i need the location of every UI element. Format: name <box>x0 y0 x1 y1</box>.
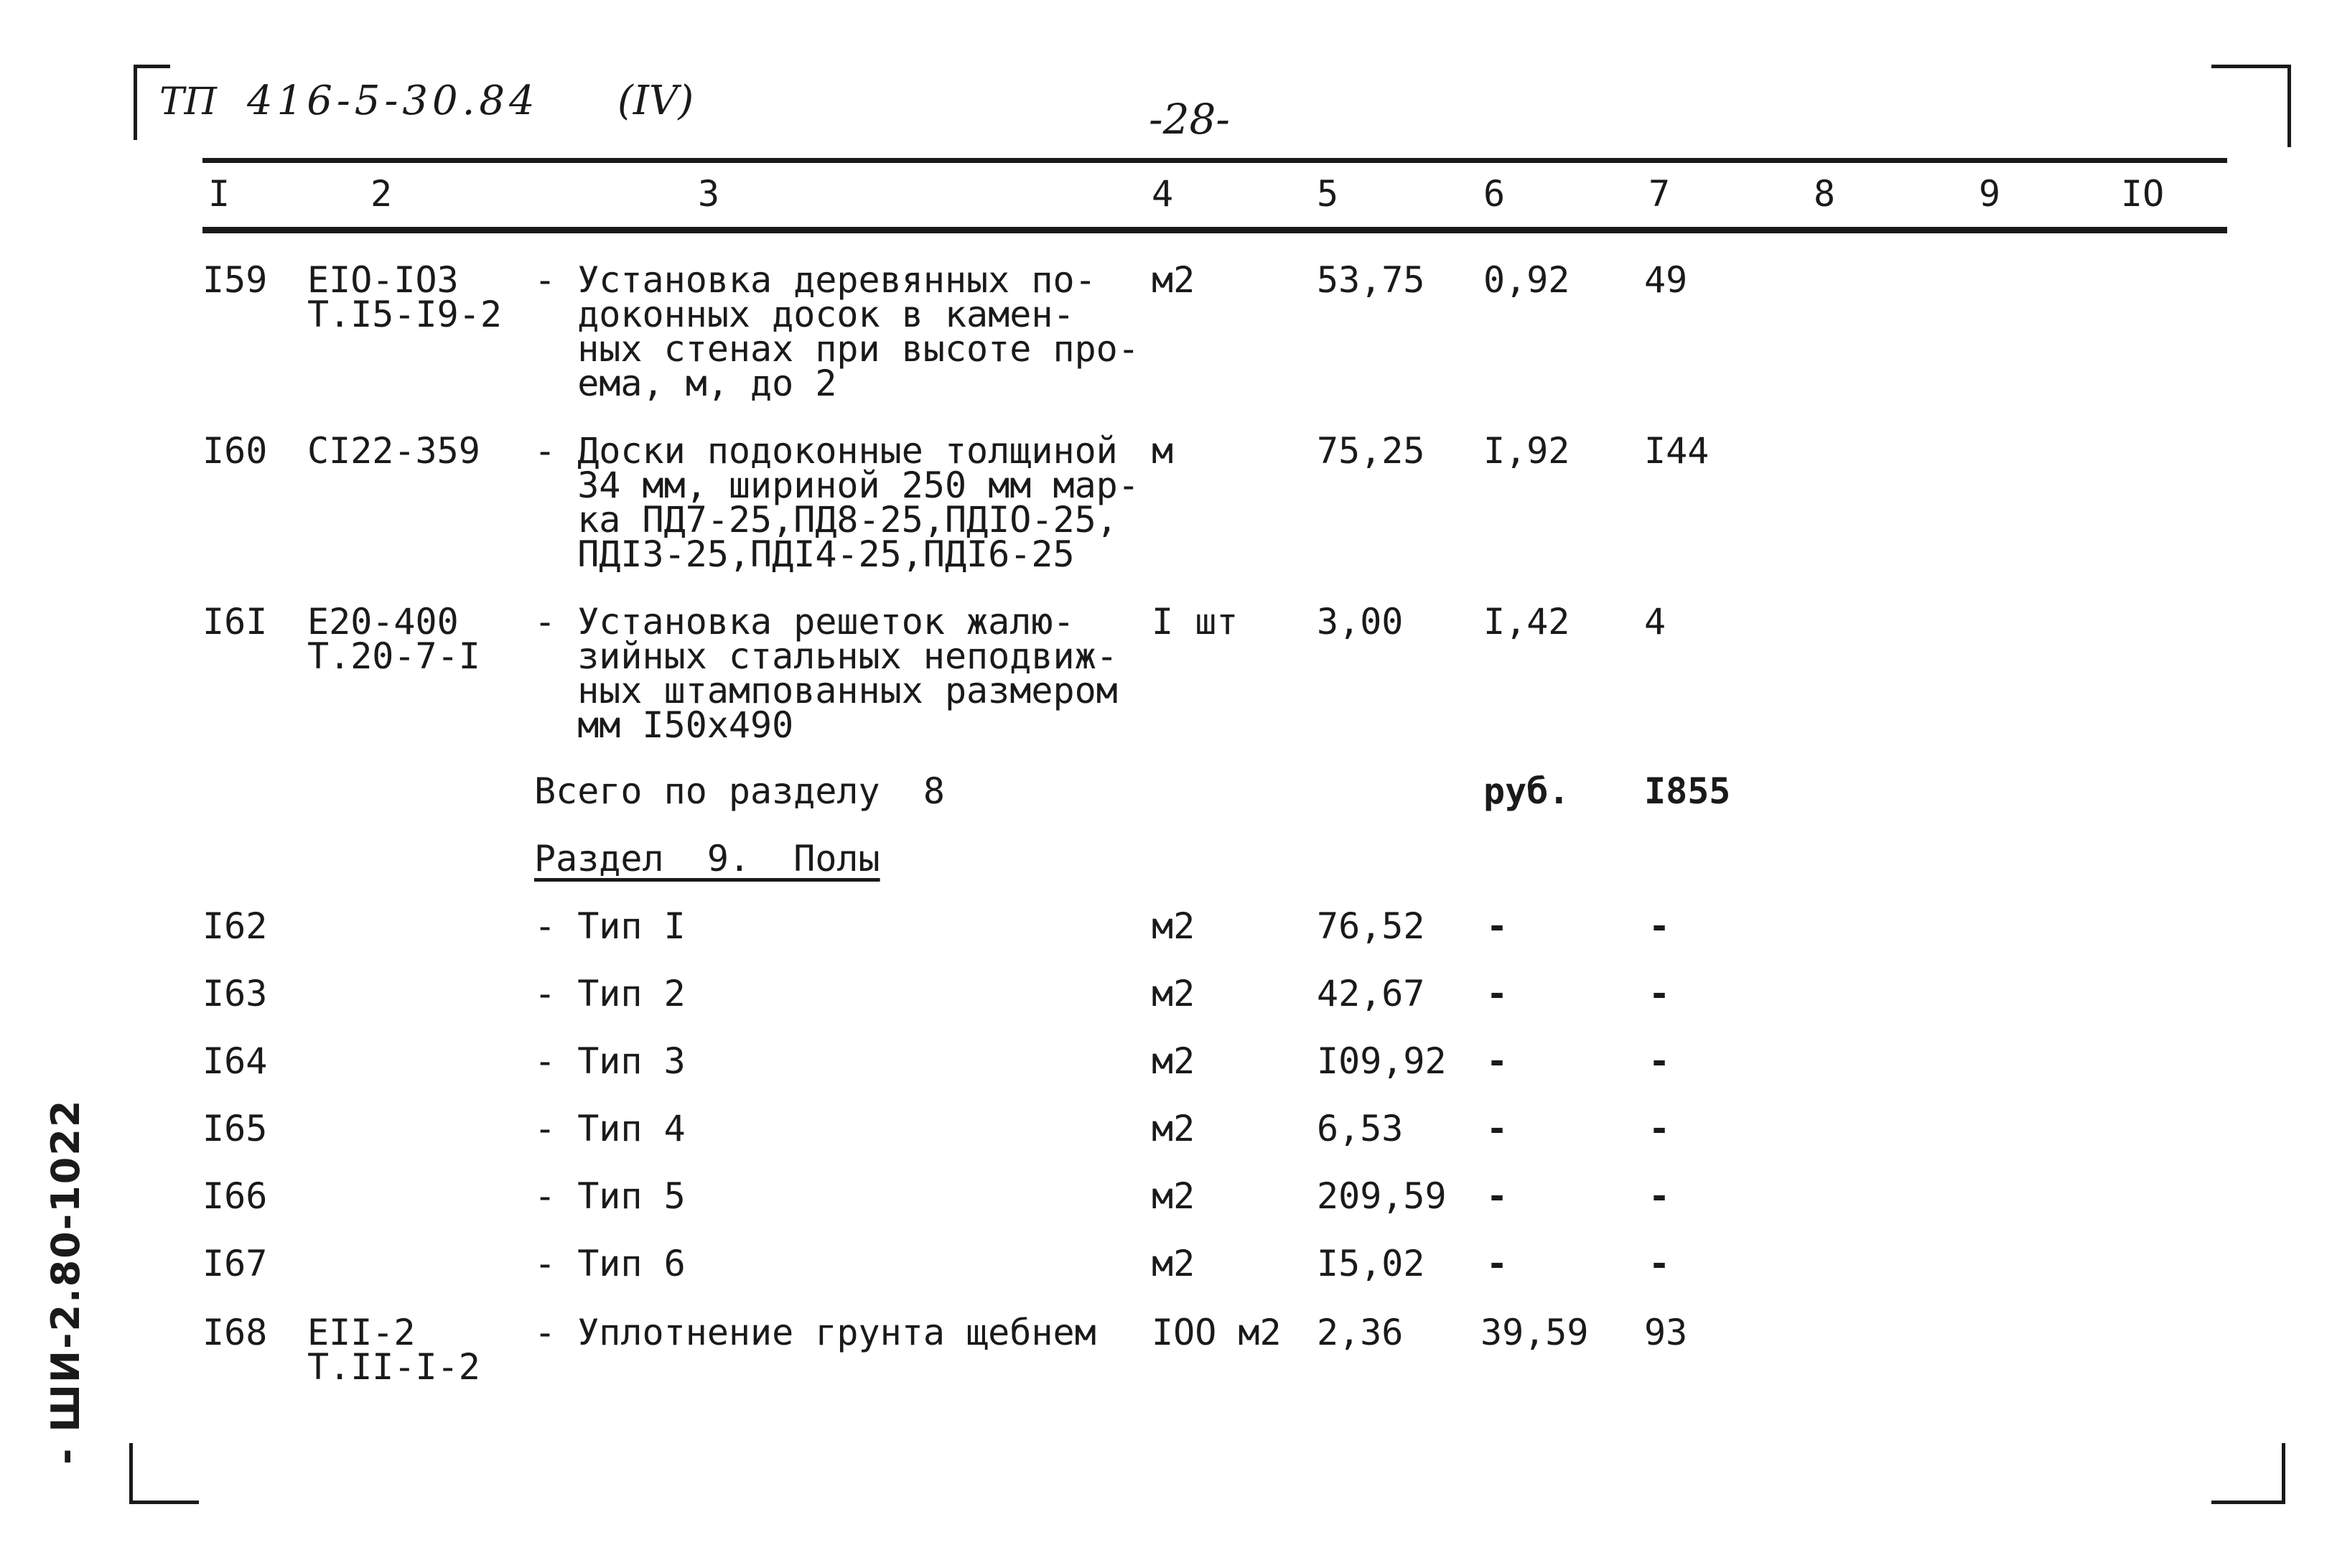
row-number: I60 <box>202 430 268 472</box>
description-line: ных стенах при высоте про- <box>534 328 1139 370</box>
quantity: I5,02 <box>1317 1243 1425 1284</box>
row-number: I68 <box>202 1312 268 1353</box>
frame-corner-bottom-right <box>2211 1443 2285 1504</box>
unit: IOO м2 <box>1152 1312 1282 1353</box>
quantity: 53,75 <box>1317 259 1425 301</box>
total: - <box>1648 1175 1671 1217</box>
description-line: - Уплотнение грунта щебнем <box>534 1312 1096 1353</box>
unit: м2 <box>1152 1175 1195 1217</box>
row-number: I67 <box>202 1243 268 1284</box>
quantity: I09,92 <box>1317 1040 1447 1082</box>
row-number: I6I <box>202 601 268 643</box>
section-title: Раздел 9. Полы <box>534 838 880 879</box>
side-archive-code: - ШИ-2.80-1022 <box>43 1098 88 1465</box>
row-number: I63 <box>202 973 268 1014</box>
description-line: ПДI3-25,ПДI4-25,ПДI6-25 <box>534 533 1075 575</box>
unit-price: 39,59 <box>1480 1312 1589 1353</box>
col-header-7: 7 <box>1648 173 1671 215</box>
unit-price: I,92 <box>1483 430 1570 472</box>
norm-table-ref: Т.20-7-I <box>307 635 480 677</box>
unit: м <box>1152 430 1174 472</box>
norm-table-ref: Т.I5-I9-2 <box>307 294 502 335</box>
unit-price: - <box>1486 1108 1508 1149</box>
description-line: ка ПД7-25,ПД8-25,ПДIO-25, <box>534 499 1118 541</box>
quantity: 2,36 <box>1317 1312 1404 1353</box>
total: 49 <box>1644 259 1688 301</box>
description-line: - Установка решеток жалю- <box>534 601 1075 643</box>
unit: м2 <box>1152 973 1195 1014</box>
frame-corner-bottom-left <box>129 1443 199 1504</box>
description-line: - Тип 6 <box>534 1243 686 1284</box>
col-header-2: 2 <box>370 173 393 215</box>
description-line: доконных досок в камен- <box>534 294 1075 335</box>
quantity: 209,59 <box>1317 1175 1447 1217</box>
table-header-rule <box>202 227 2227 233</box>
unit: м2 <box>1152 905 1195 947</box>
quantity: 76,52 <box>1317 905 1425 947</box>
doc-code: 416-5-30.84 <box>247 78 539 124</box>
norm-code: E20-400 <box>307 601 459 643</box>
col-header-10: IO <box>2121 173 2165 215</box>
unit: м2 <box>1152 1243 1195 1284</box>
col-header-3: 3 <box>698 173 720 215</box>
description-line: 34 мм, шириной 250 мм мар- <box>534 465 1139 506</box>
total: 4 <box>1644 601 1666 643</box>
total: - <box>1648 1243 1671 1284</box>
row-number: I65 <box>202 1108 268 1149</box>
quantity: 6,53 <box>1317 1108 1404 1149</box>
total: - <box>1648 973 1671 1014</box>
unit: м2 <box>1152 1108 1195 1149</box>
unit-price: I,42 <box>1483 601 1570 643</box>
col-header-5: 5 <box>1317 173 1339 215</box>
norm-code: EII-2 <box>307 1312 416 1353</box>
unit-price: - <box>1486 973 1508 1014</box>
total: I44 <box>1644 430 1710 472</box>
table-top-rule <box>202 158 2227 163</box>
unit: м2 <box>1152 259 1195 301</box>
col-header-9: 9 <box>1979 173 2001 215</box>
row-number: I66 <box>202 1175 268 1217</box>
unit: м2 <box>1152 1040 1195 1082</box>
description-line: - Тип 2 <box>534 973 686 1014</box>
unit-price: - <box>1486 1040 1508 1082</box>
description-line: - Установка деревянных по- <box>534 259 1096 301</box>
doc-revision: (IV) <box>617 78 694 124</box>
row-number: I64 <box>202 1040 268 1082</box>
col-header-1: I <box>208 173 230 215</box>
quantity: 75,25 <box>1317 430 1425 472</box>
unit-price: 0,92 <box>1483 259 1570 301</box>
unit-price: - <box>1486 905 1508 947</box>
frame-corner-top-right <box>2211 65 2291 147</box>
subtotal-unit: руб. <box>1483 770 1570 812</box>
doc-prefix: ТП <box>159 80 218 123</box>
total: - <box>1648 905 1671 947</box>
description-line: - Доски подоконные толщиной <box>534 430 1118 472</box>
col-header-8: 8 <box>1814 173 1836 215</box>
description-line: - Тип 5 <box>534 1175 686 1217</box>
total: - <box>1648 1040 1671 1082</box>
row-number: I62 <box>202 905 268 947</box>
quantity: 42,67 <box>1317 973 1425 1014</box>
total: 93 <box>1644 1312 1688 1353</box>
description-line: зийных стальных неподвиж- <box>534 635 1118 677</box>
col-header-4: 4 <box>1152 173 1174 215</box>
total: - <box>1648 1108 1671 1149</box>
description-line: мм I50x490 <box>534 704 794 746</box>
norm-table-ref: Т.II-I-2 <box>307 1346 480 1388</box>
norm-code: EIO-IO3 <box>307 259 459 301</box>
description-line: ных штампованных размером <box>534 670 1118 711</box>
unit: I шт <box>1152 601 1239 643</box>
page-number: -28- <box>1149 95 1230 144</box>
norm-code: CI22-359 <box>307 430 480 472</box>
description-line: - Тип 3 <box>534 1040 686 1082</box>
description-line: - Тип 4 <box>534 1108 686 1149</box>
subtotal-value: I855 <box>1644 770 1731 812</box>
quantity: 3,00 <box>1317 601 1404 643</box>
unit-price: - <box>1486 1243 1508 1284</box>
description-line: - Тип I <box>534 905 686 947</box>
row-number: I59 <box>202 259 268 301</box>
subtotal-label: Всего по разделу 8 <box>534 770 945 812</box>
col-header-6: 6 <box>1483 173 1506 215</box>
description-line: ема, м, до 2 <box>534 363 837 404</box>
unit-price: - <box>1486 1175 1508 1217</box>
